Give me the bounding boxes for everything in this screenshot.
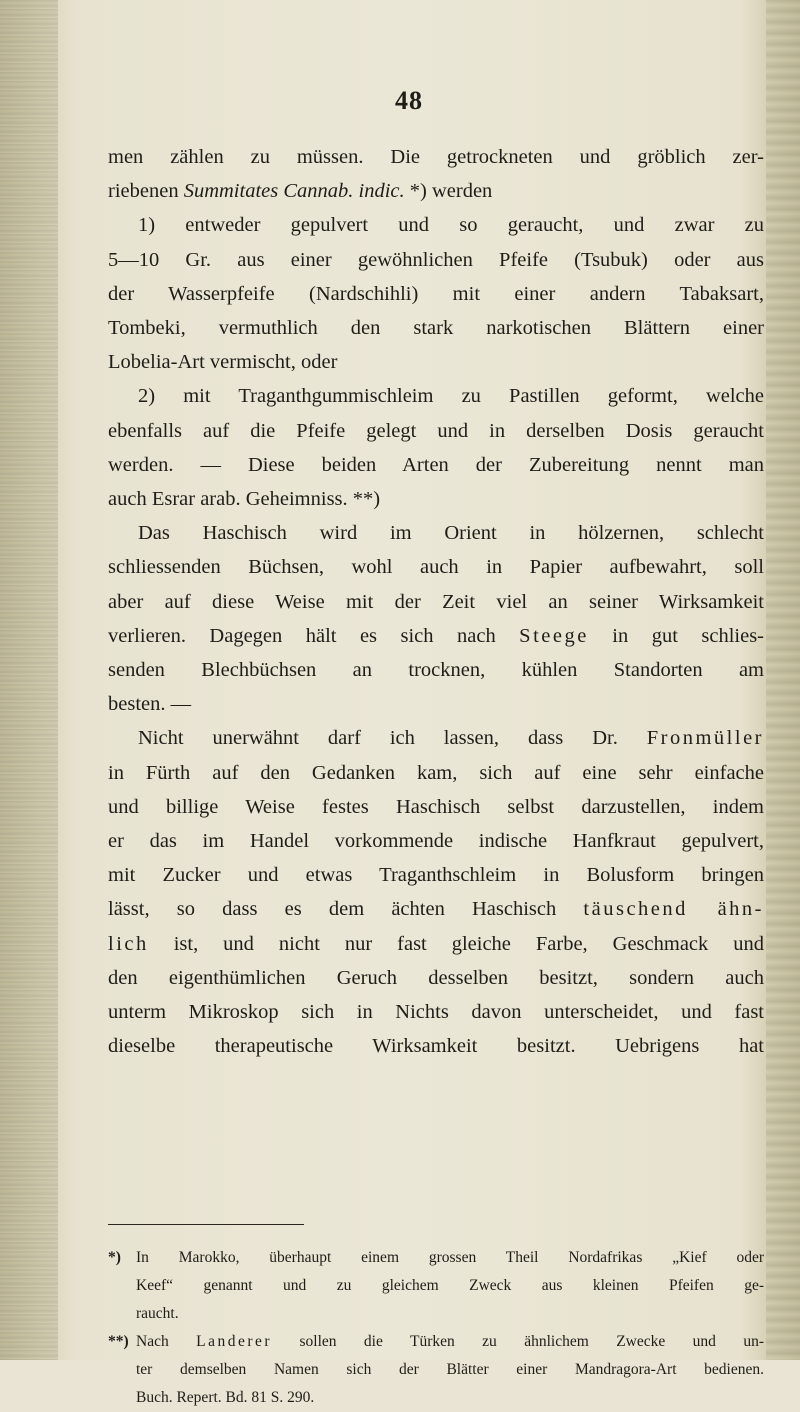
text-line: lässt, so dass es dem ächten Haschisch täuschend ähn-	[108, 898, 764, 921]
text-line: werden. — Diese beiden Arten der Zubereitung nennt man	[108, 453, 764, 476]
text-line: lich ist, und nicht nur fast gleiche Farbe, Geschmack und	[108, 932, 764, 955]
text-line: in Fürth auf den Gedanken kam, sich auf eine sehr einfache	[108, 761, 764, 784]
text-line: 5—10 Gr. aus einer gewöhnlichen Pfeife (Tsubuk) oder aus	[108, 248, 764, 271]
body-text	[108, 140, 764, 1063]
emphasis: lich	[108, 932, 149, 955]
footnote-line: Buch. Repert. Bd. 81 S. 290.	[136, 1389, 315, 1406]
text-line: Tombeki, vermuthlich den stark narkotischen Blättern einer	[108, 317, 764, 340]
footnote-line: *) In Marokko, überhaupt einem grossen Theil Nordafrikas „Kief oder	[108, 1244, 764, 1272]
text-line: ebenfalls auf die Pfeife gelegt und in derselben Dosis geraucht	[108, 419, 764, 442]
text-line: 2) mit Traganthgummischleim zu Pastillen geformt, welche	[138, 385, 764, 408]
page-number: 48	[395, 86, 423, 115]
emphasis: täuschend ähn-	[583, 898, 764, 921]
text-line: mit Zucker und etwas Traganthschleim in Bolusform bringen	[108, 864, 764, 887]
text-line: der Wasserpfeife (Nardschihli) mit einer andern Tabaksart,	[108, 282, 764, 305]
text-line: Nicht unerwähnt darf ich lassen, dass Dr. Fronmüller	[138, 727, 764, 750]
footnote-rule	[108, 1224, 304, 1225]
footnote-mark: **)	[108, 1333, 129, 1350]
footnotes	[108, 1244, 764, 1412]
footnote-line: ter demselben Namen sich der Blätter einer Mandragora-Art bedienen.	[136, 1361, 764, 1378]
footnote-line: Keef“ genannt und zu gleichem Zweck aus kleinen Pfeifen ge-	[136, 1277, 764, 1294]
text-line: aber auf diese Weise mit der Zeit viel an seiner Wirksamkeit	[108, 590, 764, 613]
text-line: Das Haschisch wird im Orient in hölzernen, schlecht	[138, 522, 764, 545]
footnote-line: **) Nach Landerer sollen die Türken zu ähnlichem Zwecke und un-	[108, 1328, 764, 1356]
text-line: riebenen Summitates Cannab. indic. *) werden	[108, 180, 493, 203]
text-line: unterm Mikroskop sich in Nichts davon unterscheidet, und fast	[108, 1001, 764, 1024]
footnote-line: raucht.	[136, 1305, 179, 1322]
text-line: den eigenthümlichen Geruch desselben besitzt, sondern auch	[108, 966, 764, 989]
text-line: senden Blechbüchsen an trocknen, kühlen Standorten am	[108, 659, 764, 682]
text-line: 1) entweder gepulvert und so geraucht, und zwar zu	[138, 214, 764, 237]
page-edge-left	[0, 0, 58, 1360]
text-line: auch Esrar arab. Geheimniss. **)	[108, 488, 381, 511]
text-line: men zählen zu müssen. Die getrockneten und gröblich zer-	[108, 146, 764, 168]
page-edge-right	[766, 0, 800, 1360]
text-line: und billige Weise festes Haschisch selbst darzustellen, indem	[108, 795, 764, 818]
author-name: Landerer	[196, 1333, 273, 1350]
text-line: dieselbe therapeutische Wirksamkeit besitzt. Uebrigens hat	[108, 1035, 764, 1058]
footnote-mark: *)	[108, 1249, 121, 1266]
text-line: Lobelia-Art vermischt, oder	[108, 351, 338, 374]
author-name: Fronmüller	[646, 727, 764, 750]
latin-term: Summitates Cannab. indic.	[183, 180, 405, 203]
text-line: schliessenden Büchsen, wohl auch in Papier aufbewahrt, soll	[108, 556, 764, 579]
text-line: verlieren. Dagegen hält es sich nach Steege in gut schlies-	[108, 624, 764, 647]
text-line: er das im Handel vorkommende indische Hanfkraut gepulvert,	[108, 830, 764, 853]
author-name: Steege	[519, 624, 589, 647]
text-line: besten. —	[108, 693, 192, 716]
